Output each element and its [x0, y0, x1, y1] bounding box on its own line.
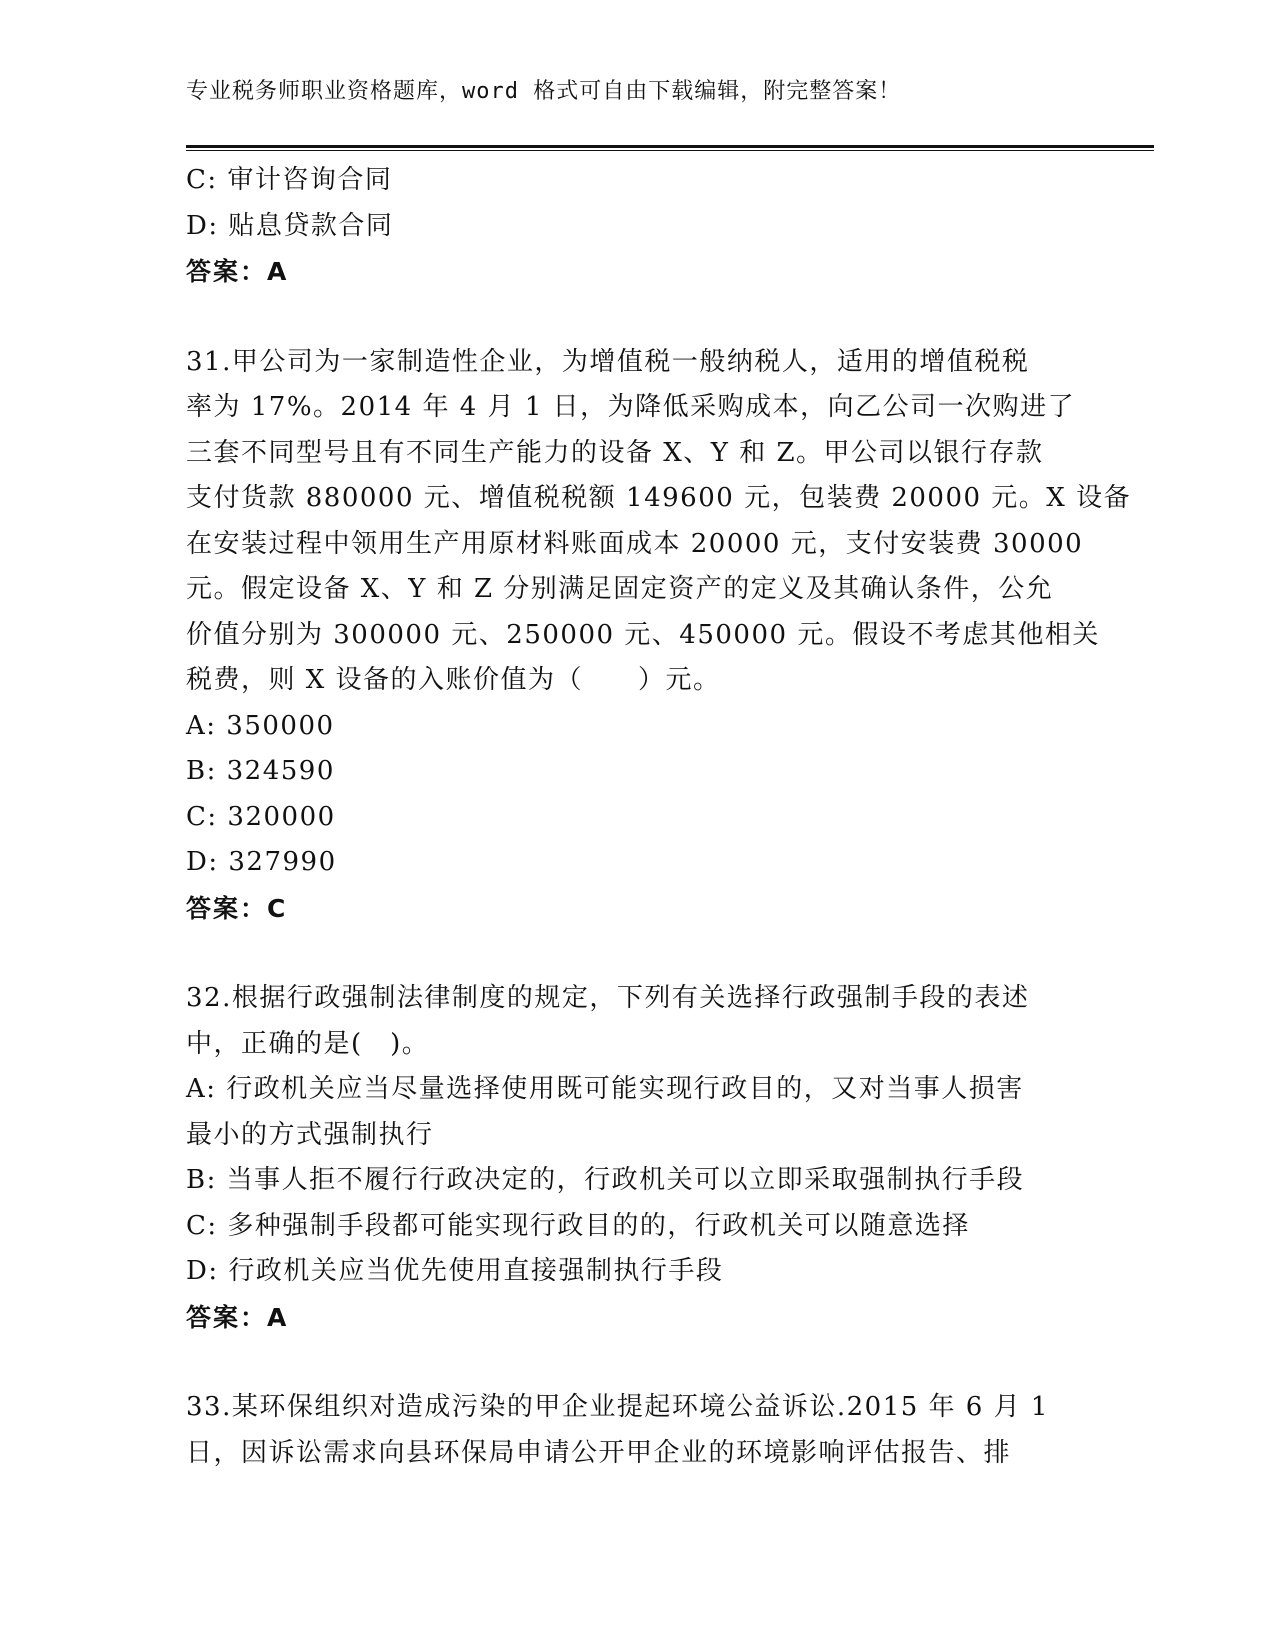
- page-header: 专业税务师职业资格题库，word 格式可自由下载编辑，附完整答案！: [186, 79, 902, 104]
- option-line: A: 350000: [186, 710, 335, 741]
- option-line: A: 行政机关应当尽量选择使用既可能实现行政目的，又对当事人损害: [186, 1074, 1024, 1104]
- prev-question-block: [186, 158, 1086, 295]
- question-text-line: 元。假定设备 X、Y 和 Z 分别满足固定资产的定义及其确认条件，公允: [186, 574, 1054, 604]
- option-line: B: 当事人拒不履行行政决定的，行政机关可以立即采取强制执行手段: [186, 1165, 1025, 1195]
- question-31: [186, 340, 1132, 932]
- question-text-line: 日，因诉讼需求向县环保局申请公开甲企业的环境影响评估报告、排: [186, 1437, 1012, 1468]
- option-line: 最小的方式强制执行: [186, 1119, 434, 1150]
- option-line: C: 多种强制手段都可能实现行政目的的，行政机关可以随意选择: [186, 1210, 970, 1241]
- question-text-line: 在安装过程中领用生产用原材料账面成本 20000 元，支付安装费 30000: [186, 528, 1084, 559]
- question-33: [186, 1385, 1086, 1476]
- question-text-line: 32.根据行政强制法律制度的规定，下列有关选择行政强制手段的表述: [186, 983, 1030, 1013]
- answer-line: 答案：C: [186, 893, 288, 923]
- option-line: D: 贴息贷款合同: [186, 210, 394, 241]
- question-text-line: 支付货款 880000 元、增值税税额 149600 元，包装费 20000 元。X 设备: [186, 483, 1132, 513]
- question-text-line: 中，正确的是( )。: [186, 1028, 430, 1059]
- option-line: B: 324590: [186, 756, 335, 786]
- option-line: C: 审计咨询合同: [186, 165, 393, 195]
- question-text-line: 税费，则 X 设备的入账价值为（ ）元。: [186, 665, 721, 695]
- answer-line: 答案：A: [186, 257, 289, 286]
- question-32: [186, 976, 1086, 1340]
- header-rule-thin: [186, 150, 1154, 151]
- option-line: D: 327990: [186, 847, 337, 877]
- question-content: [186, 158, 1132, 1476]
- spacer: [186, 931, 1086, 976]
- question-text-line: 价值分别为 300000 元、250000 元、450000 元。假设不考虑其他相关: [186, 619, 1100, 650]
- option-line: D: 行政机关应当优先使用直接强制执行手段: [186, 1256, 724, 1286]
- spacer: [186, 1340, 1086, 1385]
- answer-line: 答案：A: [186, 1302, 289, 1332]
- spacer: [186, 295, 1086, 340]
- question-text-line: 率为 17%。2014 年 4 月 1 日，为降低采购成本，向乙公司一次购进了: [186, 392, 1076, 422]
- header-rule-thick: [186, 145, 1154, 148]
- question-text-line: 三套不同型号且有不同生产能力的设备 X、Y 和 Z。甲公司以银行存款: [186, 437, 1044, 468]
- question-text-line: 31.甲公司为一家制造性企业，为增值税一般纳税人，适用的增值税税: [186, 346, 1030, 377]
- option-line: C: 320000: [186, 801, 336, 832]
- question-text-line: 33.某环保组织对造成污染的甲企业提起环境公益诉讼.2015 年 6 月 1: [186, 1392, 1049, 1422]
